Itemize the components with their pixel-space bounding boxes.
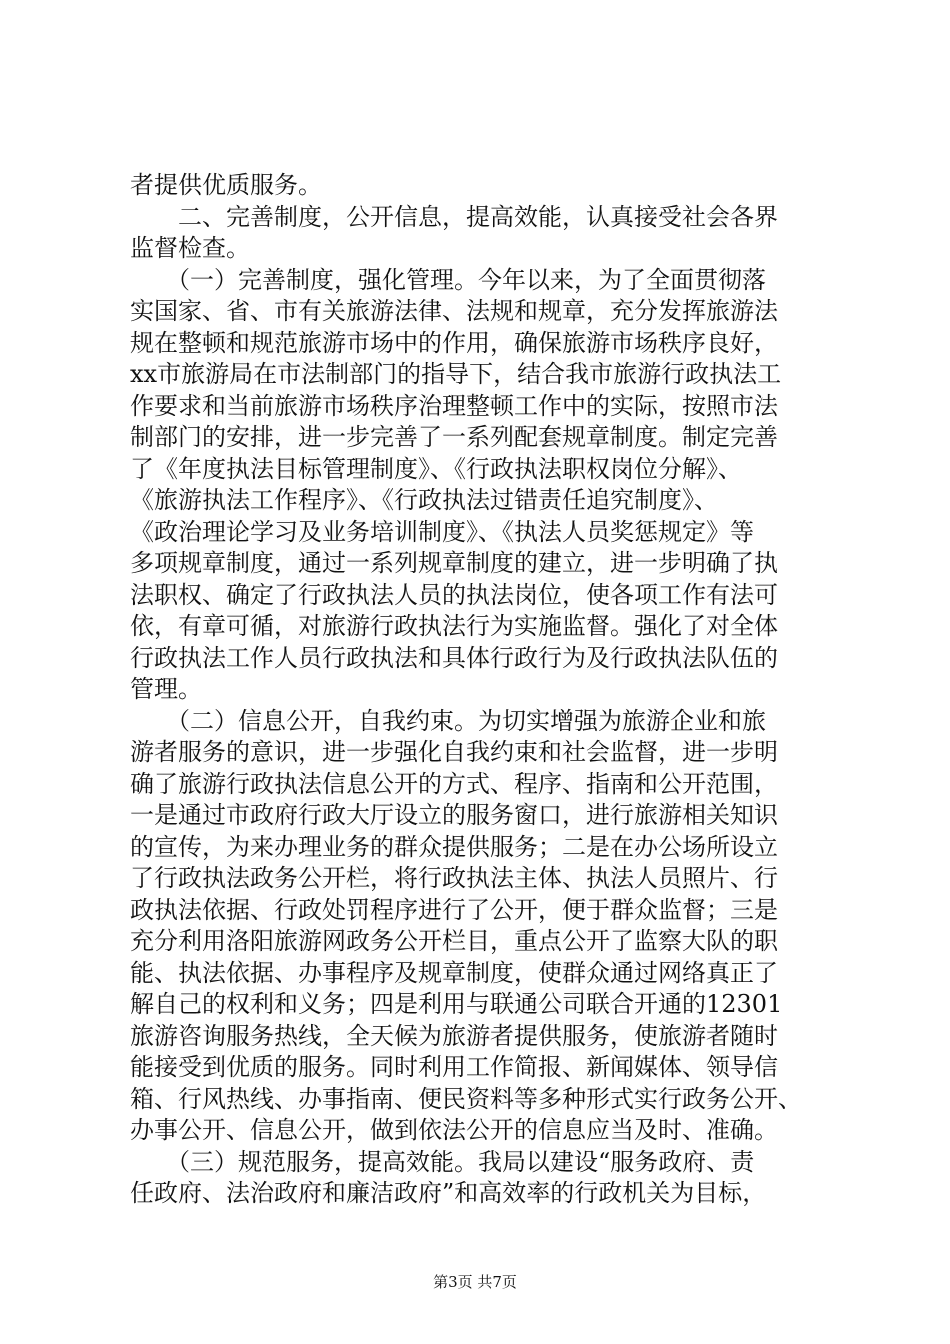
page-number: 第3页 共7页 (433, 1273, 517, 1291)
text-line: 旅游咨询服务热线，全天候为旅游者提供服务，使旅游者随时 (130, 1021, 778, 1050)
text-line: 多项规章制度，通过一系列规章制度的建立，进一步明确了执 (130, 549, 778, 577)
document-body (130, 170, 830, 1210)
text-line: 任政府、法治政府和廉洁政府”和高效率的行政机关为目标， (130, 1179, 767, 1207)
text-line: xx市旅游局在市法制部门的指导下，结合我市旅游行政执法工 (130, 360, 782, 388)
text-line: 确了旅游行政执法信息公开的方式、程序、指南和公开范围， (130, 769, 778, 798)
subsection-heading: （一）完善制度，强化管理。今年以来，为了全面贯彻落 (130, 265, 766, 294)
text-line: 规在整顿和规范旅游市场中的作用，确保旅游市场秩序良好， (130, 328, 778, 357)
text-line: 了《年度执法目标管理制度》、《行政执法职权岗位分解》、 (130, 454, 742, 483)
text-line: 游者服务的意识，进一步强化自我约束和社会监督，进一步明 (130, 738, 778, 766)
text-line: 解自己的权利和义务；四是利用与联通公司联合开通的12301 (130, 990, 783, 1018)
text-line: 法职权、确定了行政执法人员的执法岗位，使各项工作有法可 (130, 580, 778, 609)
text-line: 依，有章可循，对旅游行政执法行为实施监督。强化了对全体 (130, 612, 778, 640)
subsection-heading: （三）规范服务，提高效能。我局以建设“服务政府、责 (130, 1147, 755, 1176)
text-line: 《旅游执法工作程序》、《行政执法过错责任追究制度》、 (130, 486, 718, 514)
text-line: 者提供优质服务。 (130, 171, 322, 199)
text-line: 的宣传，为来办理业务的群众提供服务；二是在办公场所设立 (130, 832, 778, 861)
text-line: 作要求和当前旅游市场秩序治理整顿工作中的实际，按照市法 (130, 391, 778, 420)
text-line: 一是通过市政府行政大厅设立的服务窗口，进行旅游相关知识 (130, 801, 778, 829)
text-line: 《政治理论学习及业务培训制度》、《执法人员奖惩规定》等 (130, 517, 754, 546)
text-line: 监督检查。 (130, 234, 250, 262)
text-line: 办事公开、信息公开，做到依法公开的信息应当及时、准确。 (130, 1116, 778, 1144)
text-line: 能接受到优质的服务。同时利用工作简报、新闻媒体、领导信 (130, 1053, 778, 1081)
text-line: 能、执法依据、办事程序及规章制度，使群众通过网络真正了 (130, 958, 778, 987)
section-heading: 二、完善制度，公开信息，提高效能，认真接受社会各界 (130, 202, 778, 231)
text-line: 政执法依据、行政处罚程序进行了公开，便于群众监督；三是 (130, 895, 778, 924)
text-line: 了行政执法政务公开栏，将行政执法主体、执法人员照片、行 (130, 864, 778, 892)
text-line: 行政执法工作人员行政执法和具体行政行为及行政执法队伍的 (130, 643, 778, 672)
text-line: 充分利用洛阳旅游网政务公开栏目，重点公开了监察大队的职 (130, 927, 778, 955)
text-line: 实国家、省、市有关旅游法律、法规和规章，充分发挥旅游法 (130, 297, 778, 325)
text-line: 制部门的安排，进一步完善了一系列配套规章制度。制定完善 (130, 423, 778, 451)
subsection-heading: （二）信息公开，自我约束。为切实增强为旅游企业和旅 (130, 706, 766, 735)
text-line: 箱、行风热线、办事指南、便民资料等多种形式实行政务公开、 (130, 1084, 802, 1113)
text-line: 管理。 (130, 675, 202, 703)
